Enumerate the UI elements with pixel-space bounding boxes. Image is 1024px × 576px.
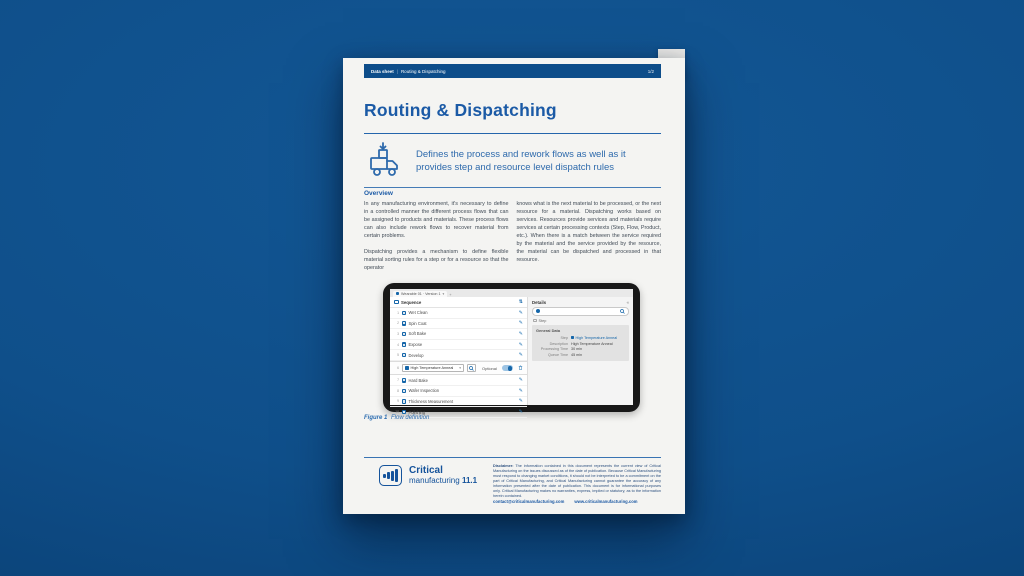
- entity-type-label: Step: [538, 318, 547, 323]
- row-number: 7: [397, 378, 399, 383]
- trash-icon: [518, 365, 523, 371]
- step-label: Wet Clean: [408, 310, 428, 316]
- step-icon: [402, 342, 407, 347]
- step-label: Wafer Inspection: [408, 388, 440, 394]
- flow-row: [390, 329, 527, 340]
- edit-icon: ✎: [518, 387, 523, 394]
- app-tab-label: Wearable 01 · Version 1: [401, 291, 441, 296]
- disclaimer-label: Disclaimer:: [493, 464, 514, 468]
- step-icon: [402, 321, 407, 326]
- optional-label: Optional: [482, 365, 497, 371]
- step-combobox: [402, 364, 464, 372]
- page-title: Routing & Dispatching: [364, 100, 557, 120]
- step-icon: [402, 399, 407, 404]
- row-number: 2: [397, 321, 399, 326]
- row-number: 10: [395, 410, 399, 415]
- row-number: 5: [397, 353, 399, 358]
- field-label: Step: [560, 335, 569, 340]
- brand-line2: manufacturing 11.1: [409, 476, 478, 486]
- disclaimer-body: The information contained in this document represents the current view of Critical Manufacturing on the issues discussed as of the date of publication. Because Critical Manufacturing must respond to changing market conditions, it should not be interpreted to be a commitment on the part of Critical Manufacturing, and Critical Manufacturing cannot guarantee the accuracy of any information presented after the date of publication. This document is for informational purposes only. Critical Manufacturing makes no warranties, express, implied or statutory, as to the information herein contained.: [493, 464, 661, 498]
- entity-type-row: [532, 319, 629, 323]
- step-label: Soft Bake: [408, 331, 427, 337]
- overview-columns: [364, 200, 661, 280]
- field-label: Processing Time: [540, 347, 569, 352]
- app-body: [390, 297, 633, 416]
- edit-icon: ✎: [518, 352, 523, 359]
- section-title: General Data: [536, 327, 561, 333]
- edit-icon: ✎: [518, 377, 523, 384]
- field-label: Queue Time: [547, 353, 569, 358]
- brand-name: [409, 466, 477, 486]
- field-label: Description: [549, 341, 569, 346]
- flow-step-list: [390, 297, 528, 416]
- entity-icon: [536, 309, 540, 313]
- disclaimer-text: [493, 464, 661, 499]
- dispatch-truck-icon: [369, 142, 405, 180]
- details-panel: [528, 297, 633, 405]
- figure-caption-label: Figure 1: [364, 415, 388, 421]
- contact-email-link[interactable]: contact@criticalmanufacturing.com: [493, 499, 565, 504]
- step-icon: [571, 336, 574, 339]
- combobox-value: High Temperature Anneal: [410, 366, 454, 371]
- overview-heading: Overview: [364, 190, 393, 197]
- brand-line1: Critical: [409, 464, 443, 476]
- tablet-frame: [383, 283, 640, 416]
- field-value: High Temperature Anneal: [571, 341, 613, 346]
- datasheet-page: [343, 58, 685, 514]
- website-link[interactable]: www.criticalmanufacturing.com: [574, 499, 638, 504]
- field-value-link: [571, 336, 617, 340]
- company-logo: [379, 465, 477, 486]
- step-icon: [405, 366, 409, 370]
- overview-column-left: [364, 200, 509, 280]
- step-icon: [402, 389, 407, 394]
- app-screenshot: [390, 289, 633, 416]
- flow-list-header: [390, 297, 527, 308]
- figure-caption: [364, 415, 429, 421]
- row-number: 1: [397, 310, 399, 315]
- flow-row: [390, 386, 527, 397]
- edit-icon: ✎: [518, 341, 523, 348]
- overview-paragraph: knows what is the next material to be processed, or the next resource for a material. Dispatching works based on services. Resources provide services and materials require services at certain processing contexts (Step, Flow, Product, etc.). When there is a match between the service required by the material and the service provided by the resource, the material can be dispatched and processed in that resource.: [516, 201, 661, 263]
- edit-icon: ✎: [518, 320, 523, 327]
- flow-row: [390, 340, 527, 351]
- field-value: 30 min: [571, 347, 583, 352]
- delete-button: [518, 365, 523, 371]
- step-label: Develop: [408, 352, 424, 358]
- tagline-divider: [364, 187, 661, 188]
- step-icon: [402, 378, 407, 383]
- search-icon: [469, 366, 474, 371]
- overview-column-right: [517, 200, 662, 280]
- edit-icon: ✎: [518, 409, 523, 416]
- edit-icon: ✎: [518, 309, 523, 316]
- step-label: Polishing: [408, 409, 426, 415]
- tagline-text: Defines the process and rework flows as well as it provides step and resource level dispatch rules: [416, 149, 626, 173]
- chevron-down-icon: ▾: [459, 366, 461, 371]
- flow-row: [390, 308, 527, 319]
- title-divider: [364, 133, 661, 134]
- step-icon: [402, 332, 407, 337]
- details-search-input: [532, 307, 629, 316]
- row-number: 3: [397, 331, 399, 336]
- flow-row-selected: [390, 361, 527, 376]
- header-separator: |: [396, 68, 398, 74]
- field-row: [536, 352, 625, 358]
- step-label: Thickness Measurement: [408, 398, 454, 404]
- page-header-bar: [364, 64, 661, 78]
- doc-type-label: Data sheet: [371, 68, 394, 74]
- optional-toggle: [502, 365, 513, 371]
- step-icon: [402, 410, 407, 415]
- general-data-section: [532, 325, 629, 362]
- row-number: 4: [397, 342, 399, 347]
- step-label: Spin Coat: [408, 320, 427, 326]
- contact-line: [493, 499, 637, 504]
- field-value: 45 min: [571, 353, 583, 358]
- flow-row: [390, 397, 527, 408]
- overview-paragraph: In any manufacturing environment, it's necessary to define in a controlled manner the different process flows that can be assigned to products and materials. These process flows can also include rework flows to recover material from certain problems.: [364, 201, 509, 239]
- step-label: Expose: [408, 342, 423, 348]
- footer-divider: [364, 457, 661, 458]
- tagline-block: [369, 142, 657, 180]
- app-logo-icon: [396, 292, 399, 295]
- row-number: 6: [397, 366, 399, 371]
- flow-row: [390, 375, 527, 386]
- flow-row: [390, 350, 527, 361]
- search-icon: [620, 309, 625, 314]
- step-search-button: [467, 364, 476, 372]
- sort-icon: ⇅: [518, 299, 523, 305]
- field-value: High Temperature Anneal: [575, 335, 618, 340]
- flow-icon: [394, 300, 399, 305]
- header-doc-title: Routing & Dispatching: [400, 68, 446, 74]
- page-number: 1/2: [647, 68, 654, 74]
- collapse-icon: «: [626, 300, 629, 305]
- flow-row: [390, 319, 527, 330]
- details-header: [532, 300, 629, 305]
- logo-bars-icon: [379, 465, 402, 486]
- edit-icon: ✎: [518, 330, 523, 337]
- flow-list-title: Sequence: [401, 299, 422, 305]
- row-number: 9: [397, 399, 399, 404]
- app-tab-bar: [390, 289, 633, 297]
- overview-paragraph: Dispatching provides a mechanism to define flexible material sorting rules for a step or for a resource so that the operator: [364, 249, 509, 271]
- step-icon: [402, 311, 407, 316]
- row-number: 8: [397, 388, 399, 393]
- chevron-down-icon: ▾: [442, 291, 445, 296]
- step-icon: [402, 353, 407, 358]
- new-tab-icon: +: [449, 292, 452, 297]
- step-type-icon: [533, 319, 537, 323]
- product-version: 11.1: [461, 476, 478, 486]
- figure-caption-text: Flow definition: [391, 415, 430, 421]
- step-label: Hard Bake: [408, 377, 428, 383]
- details-title: Details: [532, 300, 547, 305]
- edit-icon: ✎: [518, 398, 523, 405]
